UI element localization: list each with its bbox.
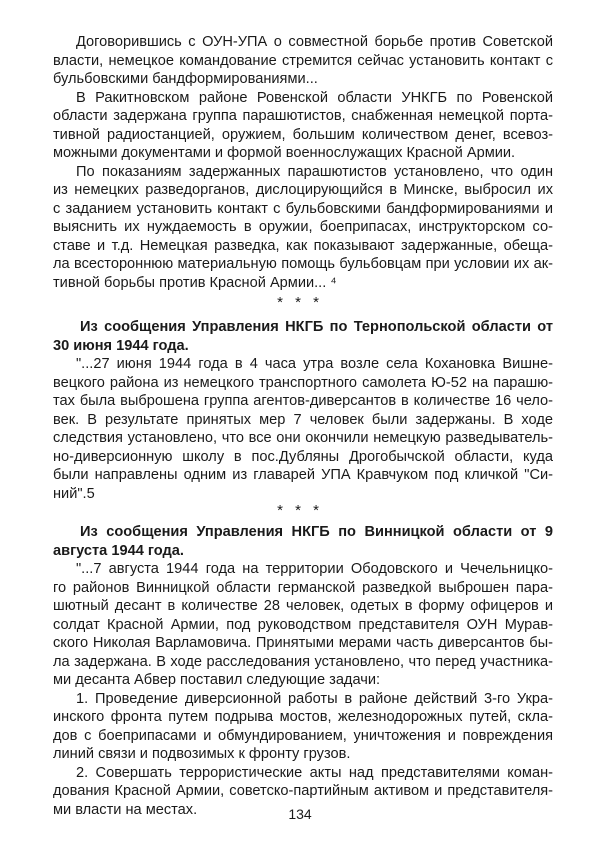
text-line: солдат Красной Армии, под руководством представителя ОУН Мурав-	[53, 616, 553, 633]
text-line: ла задержана. В ходе расследования установлено, что перед участника-	[53, 653, 553, 670]
text-line: следствия установлено, что все они окончили немецкую разведыватель-	[53, 430, 553, 446]
section-vinnitsa	[53, 560, 553, 819]
paragraph	[53, 355, 553, 503]
text-line: ми десанта Абвер поставил следующие задачи:	[53, 672, 381, 688]
text-line: ла всестороннюю материальную помощь бульбовцам при условии их ак-	[53, 256, 553, 272]
heading-line: августа 1944 года.	[53, 542, 184, 559]
text-line: "...27 июня 1944 года в 4 часа утра возле села Кохановка Вишне-	[76, 356, 553, 372]
paragraph	[53, 89, 553, 163]
text-line: 1. Проведение диверсионной работы в районе действий 3-го Укра-	[76, 690, 553, 707]
text-line: Договорившись с ОУН-УПА о совместной борьбе против Советской	[76, 34, 553, 50]
text-line: го районов Винницкой области германской разведкой выброшен пара-	[53, 579, 553, 596]
text-line: были направлены одним из главарей УПА Кравчуком под кличкой "Си-	[53, 467, 553, 483]
page-number: 134	[288, 806, 312, 822]
heading-line: Из сообщения Управления НКГБ по Винницкой области от 9	[80, 524, 553, 540]
text-line: можными документами и формой военнослужащих Красной Армии.	[53, 145, 516, 161]
text-line: тивной борьбы против Красной Армии... ⁴	[53, 274, 337, 291]
section-separator: * * *	[277, 502, 323, 519]
heading-line: Из сообщения Управления НКГБ по Тернопольской области от	[80, 319, 553, 335]
text-line: шютный десант в количестве 28 человек, одетых в форму офицеров и	[53, 598, 553, 614]
text-line: ского Николая Варламовича. Принятыми мерами часть диверсантов бы-	[53, 635, 553, 651]
text-line: ми власти на местах.	[53, 801, 198, 818]
text-line: из немецких разведорганов, дислоцирующийся в Минске, выбросил их	[53, 182, 553, 198]
text-line: тах была выброшена группа агентов-диверсантов в количестве 16 чело-	[53, 393, 553, 409]
text-line: дов с боеприпасами и обмундированием, уничтожения и повреждения	[53, 727, 553, 744]
section-intro	[53, 33, 553, 292]
text-line: но-диверсионную школу в пос.Дубляны Дрогобычской области, куда	[53, 448, 553, 465]
text-line: области задержана группа парашютистов, снабженная немецкой порта-	[53, 108, 553, 124]
text-line: тивной радиостанцией, оружием, большим количеством денег, всевоз-	[53, 126, 553, 143]
text-line: ний".5	[53, 485, 95, 502]
text-line: "...7 августа 1944 года на территории Ободовского и Чечельницко-	[76, 561, 553, 577]
section-ternopol	[53, 355, 553, 503]
text-line: с заданием установить контакт с бульбовскими бандформированиями и	[53, 200, 553, 217]
text-line: 2. Совершать террористические акты над представителями коман-	[76, 764, 553, 781]
text-line: По показаниям задержанных парашютистов установлено, что один	[76, 163, 553, 180]
text-line: инского фронта путем подрыва мостов, железнодорожных путей, скла-	[53, 709, 553, 725]
text-line: линий связи и подвозимых к фронту грузов.	[53, 746, 351, 762]
text-line: дования Красной Армии, советско-партийным активом и представителя-	[53, 783, 553, 799]
section-heading-ternopol	[53, 318, 553, 355]
text-line: бульбовскими бандформированиями...	[53, 71, 318, 87]
text-line: ставе и т.д. Немецкая разведка, как показывают задержанные, обеща-	[53, 237, 553, 254]
text-line: власти, немецкое командование стремится сейчас установить контакт с	[53, 52, 553, 69]
text-line: век. В результате принятых мер 7 человек были задержаны. В ходе	[53, 411, 553, 428]
text-line: выяснить их нуждаемость в оружии, боеприпасах, инструкторском со-	[53, 219, 553, 235]
paragraph	[53, 163, 553, 293]
section-separator: * * *	[277, 294, 323, 311]
text-line: В Ракитновском районе Ровенской области УНКГБ по Ровенской	[76, 89, 553, 106]
paragraph	[53, 560, 553, 690]
text-line: вецкого района из немецкого транспортного самолета Ю-52 на парашю-	[53, 374, 553, 391]
heading-line: 30 июня 1944 года.	[53, 337, 189, 354]
paragraph	[53, 33, 553, 89]
section-heading-vinnitsa	[53, 523, 553, 560]
paragraph	[53, 690, 553, 764]
